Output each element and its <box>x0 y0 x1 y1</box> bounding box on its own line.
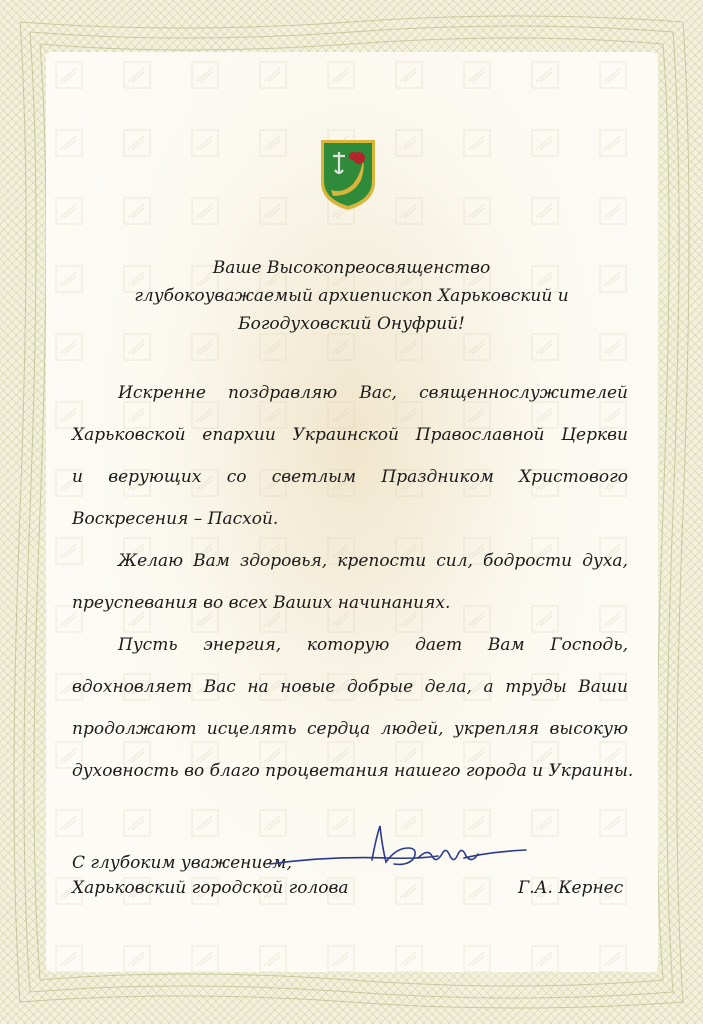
paragraph-3-line-1: Пусть энергия, которую дает Вам Господь, <box>118 635 628 655</box>
kharkiv-coat-of-arms-icon <box>319 138 377 212</box>
paragraph-2-line-1: Желаю Вам здоровья, крепости сил, бодрости духа, <box>118 551 628 571</box>
paragraph-3-line-4: духовность во благо процветания нашего города и Украины. <box>72 761 634 781</box>
paragraph-1-line-1: Искренне поздравляю Вас, священнослужителей <box>118 383 628 403</box>
handwritten-signature <box>268 818 528 878</box>
paragraph-1-line-2: Харьковской епархии Украинской Православной Церкви <box>72 425 628 445</box>
paragraph-3-line-2: вдохновляет Вас на новые добрые дела, а труды Ваши <box>72 677 628 697</box>
greeting-line-3: Богодуховский Онуфрий! <box>238 314 465 334</box>
paragraph-1-line-4: Воскресения – Пасхой. <box>72 509 279 529</box>
greeting-line-1: Ваше Высокопреосвященство <box>212 258 491 278</box>
closing-regards: С глубоким уважением, <box>72 853 292 873</box>
greeting-line-2: глубокоуважаемый архиепископ Харьковский и <box>134 286 569 306</box>
paragraph-2-line-2: преуспевания во всех Ваших начинаниях. <box>72 593 451 613</box>
paragraph-3-line-3: продолжают исцелять сердца людей, укрепляя высокую <box>72 719 628 739</box>
closing-position: Харьковский городской голова <box>72 878 349 898</box>
paragraph-1-line-3: и верующих со светлым Праздником Христового <box>72 467 628 487</box>
signatory-name: Г.А. Кернес <box>518 878 624 898</box>
